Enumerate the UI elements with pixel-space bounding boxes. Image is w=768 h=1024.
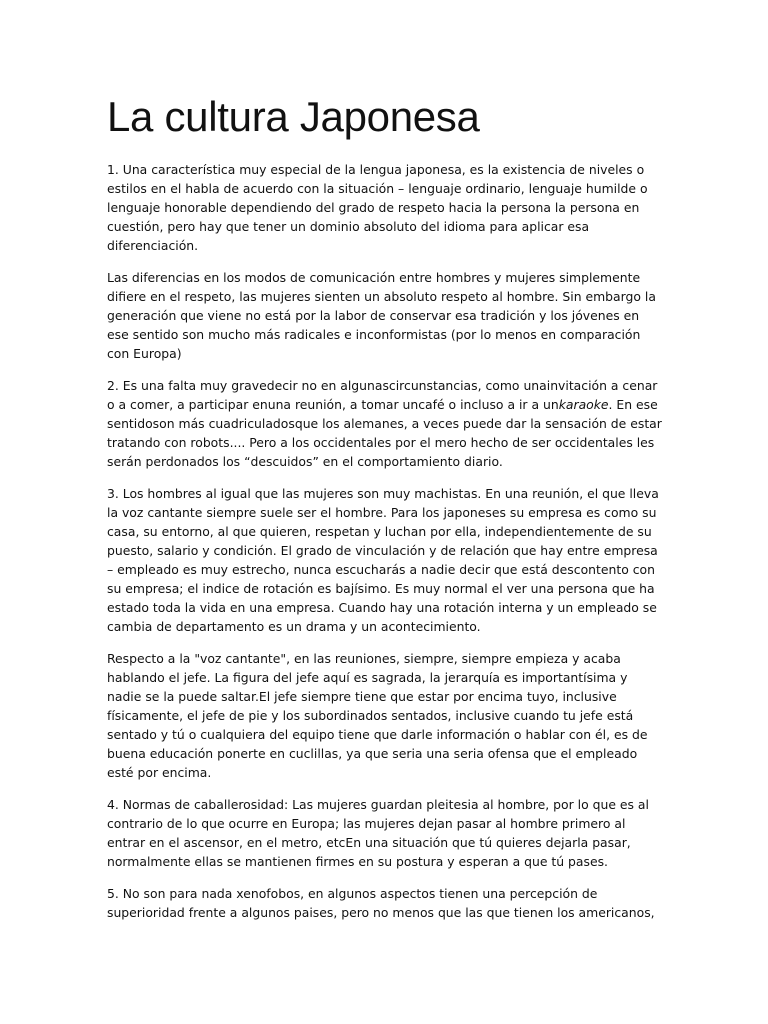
paragraph-2: Las diferencias en los modos de comunicación entre hombres y mujeres simplemente difiere en el respeto, las mujeres sienten un absoluto respeto al hombre. Sin embargo la generación que viene no está por la labor de conservar esa tradición y los jóvenes en ese sentido son mucho más radicales e inconformistas (por lo menos en comparación con Europa)	[107, 270, 656, 361]
paragraph-7: 5. No son para nada xenofobos, en algunos aspectos tienen una percepción de superioridad frente a algunos paises, pero no menos que las que tienen los americanos,	[107, 886, 655, 920]
paragraph-3-text-after: . En ese sentidoson más cuadriculadosque los alemanes, a veces puede dar la sensación de estar tratando con robots.... Pero a los occidentales por el mero hecho de ser occidentales les serán perdonados los “descuidos” en el comportamiento diario.	[107, 397, 662, 469]
document-page	[107, 92, 663, 935]
karaoke-emphasis: karaoke	[558, 397, 609, 412]
paragraph-1: 1. Una característica muy especial de la lengua japonesa, es la existencia de niveles o estilos en el habla de acuerdo con la situación – lenguaje ordinario, lenguaje humilde o lenguaje honorable dependiendo del grado de respeto hacia la persona la persona en cuestión, pero hay que tener un dominio absoluto del idioma para aplicar esa diferenciación.	[107, 162, 648, 253]
paragraph-5: Respecto a la "voz cantante", en las reuniones, siempre, siempre empieza y acaba hablando el jefe. La figura del jefe aquí es sagrada, la jerarquía es importantísima y nadie se la puede saltar.El jefe siempre tiene que estar por encima tuyo, inclusive físicamente, el jefe de pie y los subordinados sentados, inclusive cuando tu jefe está sentado y tú o cualquiera del equipo tiene que darle información o hablar con él, es de buena educación ponerte en cuclillas, ya que seria una seria ofensa que el empleado esté por encima.	[107, 651, 648, 780]
document-title: La cultura Japonesa	[107, 93, 480, 140]
paragraph-3-text-before: 2. Es una falta muy gravedecir no en algunascircunstancias, como unainvitación a cenar o a comer, a participar enuna reunión, a tomar uncafé o incluso a ir a un	[107, 378, 658, 412]
paragraph-3	[107, 376, 663, 471]
paragraph-6: 4. Normas de caballerosidad: Las mujeres guardan pleitesia al hombre, por lo que es al contrario de lo que ocurre en Europa; las mujeres dejan pasar al hombre primero al entrar en el ascensor, en el metro, etcEn una situación que tú quieres dejarla pasar, normalmente ellas se mantienen firmes en su postura y esperan a que tú pases.	[107, 797, 649, 869]
paragraph-4: 3. Los hombres al igual que las mujeres son muy machistas. En una reunión, el que lleva la voz cantante siempre suele ser el hombre. Para los japoneses su empresa es como su casa, su entorno, al que quieren, respetan y luchan por ella, independientemente de su puesto, salario y condición. El grado de vinculación y de relación que hay entre empresa – empleado es muy estrecho, nunca escucharás a nadie decir que está descontento con su empresa; el indice de rotación es bajísimo. Es muy normal el ver una persona que ha estado toda la vida en una empresa. Cuando hay una rotación interna y un empleado se cambia de departamento es un drama y un acontecimiento.	[107, 486, 659, 634]
